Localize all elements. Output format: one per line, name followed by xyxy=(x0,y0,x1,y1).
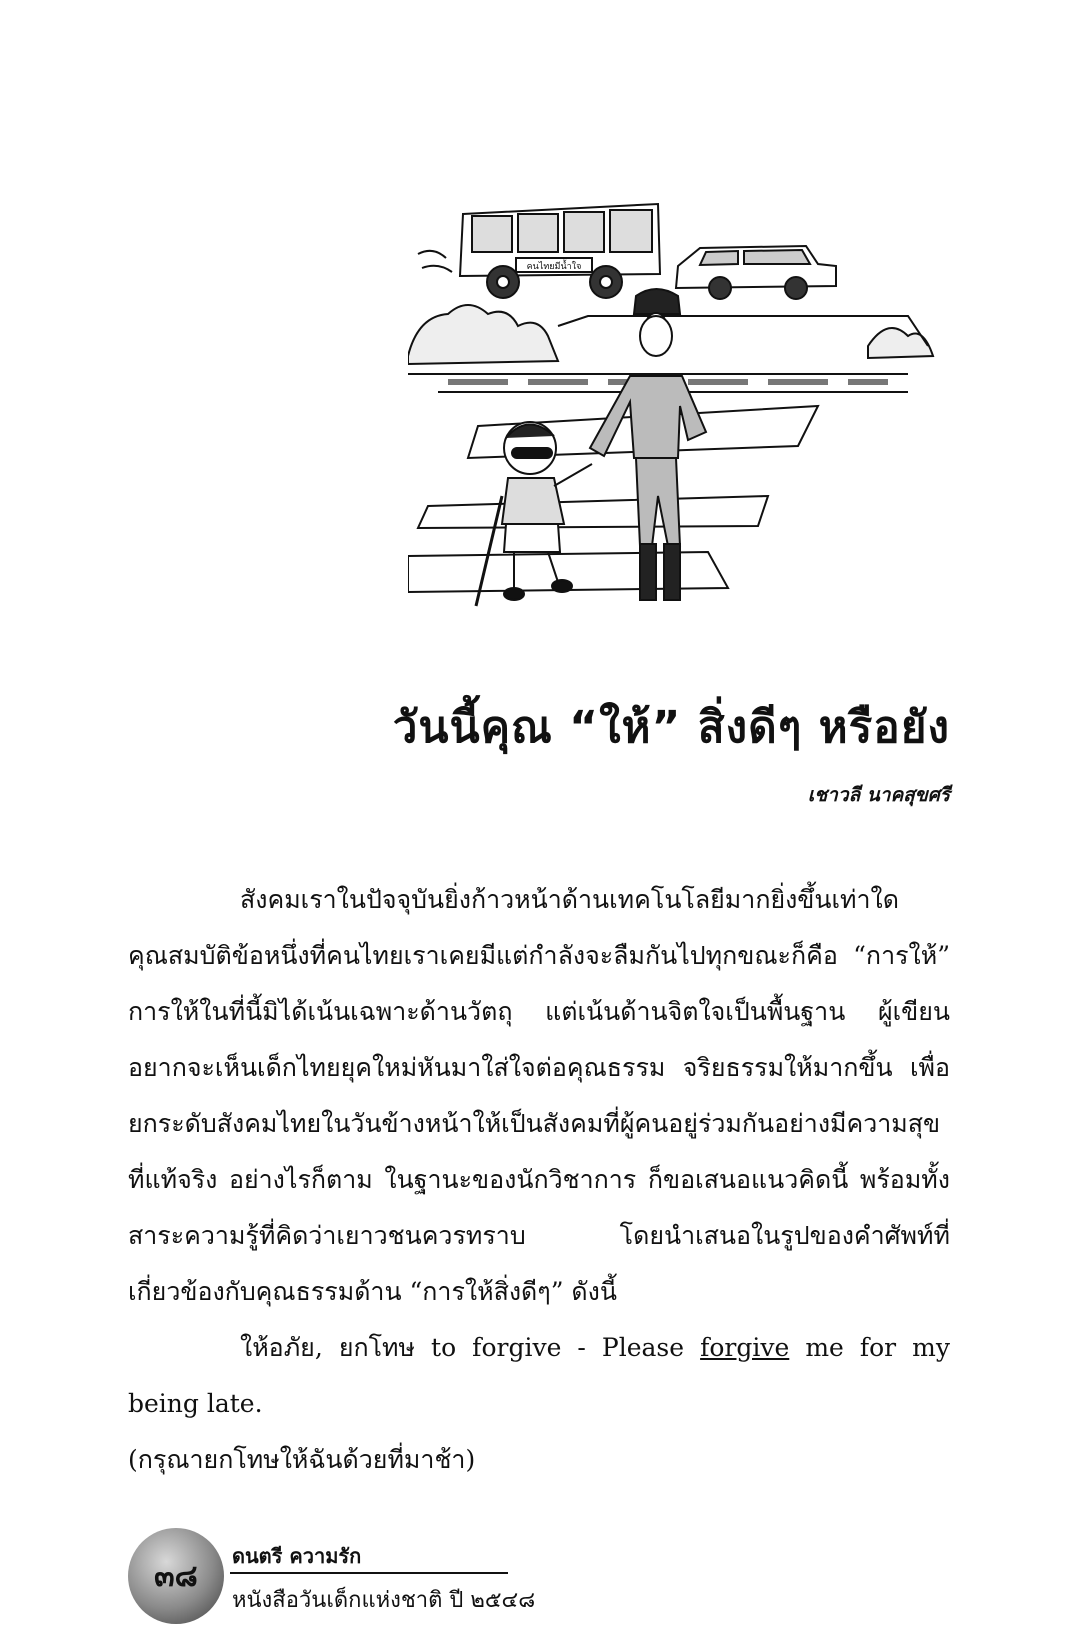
car-drawing xyxy=(676,246,836,299)
bushes-drawing xyxy=(408,305,558,364)
article-body xyxy=(128,872,950,1488)
intro-paragraph: สังคมเราในปัจจุบันยิ่งก้าวหน้าด้านเทคโนโลยีมากยิ่งขึ้นเท่าใด คุณสมบัติข้อหนึ่งที่คนไทยเราเคยมีแต่กำลังจะลืมกันไปทุกขณะก็คือ “การให้” การให้ในที่นี้มิได้เน้นเฉพาะด้านวัตถุ แต่เน้นด้านจิตใจเป็นพื้นฐาน ผู้เขียนอยากจะเห็นเด็กไทยยุคใหม่หันมาใส่ใจต่อคุณธรรม จริยธรรมให้มากขึ้น เพื่อยกระดับสังคมไทยในวันข้างหน้าให้เป็นสังคมที่ผู้คนอยู่ร่วมกันอย่างมีความสุขที่แท้จริง อย่างไรก็ตาม ในฐานะของนักวิชาการ ก็ขอเสนอแนวคิดนี้ พร้อมทั้งสาระความรู้ที่คิดว่าเยาวชนควรทราบ โดยนำเสนอในรูปของคำศัพท์ที่เกี่ยวข้องกับคุณธรรมด้าน “การให้สิ่งดีๆ” ดังนี้ xyxy=(128,885,950,1306)
page-number-badge xyxy=(128,1528,224,1624)
child-drawing xyxy=(476,422,592,606)
footer-book-title: หนังสือวันเด็กแห่งชาติ ปี ๒๕๔๘ xyxy=(232,1588,536,1613)
underlined-word: forgive xyxy=(700,1333,790,1362)
vocab-example xyxy=(128,1320,950,1432)
page-number: ๓๘ xyxy=(154,1558,198,1594)
footer-series-title: ดนตรี ความรัก xyxy=(232,1544,362,1568)
example-sentence-end: me for my being late. xyxy=(128,1333,950,1418)
bus-sign: คนไทยมีน้ำใจ xyxy=(526,262,582,272)
author-name: เชาวลี นาคสุขศรี xyxy=(807,784,950,806)
example-sentence-start: Please xyxy=(601,1333,701,1362)
article-title: วันนี้คุณ “ให้” สิ่งดีๆ หรือยัง xyxy=(392,702,950,753)
footer-divider xyxy=(230,1572,508,1574)
example-translation: (กรุณายกโทษให้ฉันด้วยที่มาช้า) xyxy=(128,1445,476,1474)
illustration-police-helping-blind-child xyxy=(408,196,958,644)
vocab-english: to forgive xyxy=(431,1333,562,1362)
vocab-thai: ให้อภัย, ยกโทษ xyxy=(240,1333,415,1362)
vocab-dash: - xyxy=(561,1333,602,1362)
bus-drawing xyxy=(418,204,660,298)
